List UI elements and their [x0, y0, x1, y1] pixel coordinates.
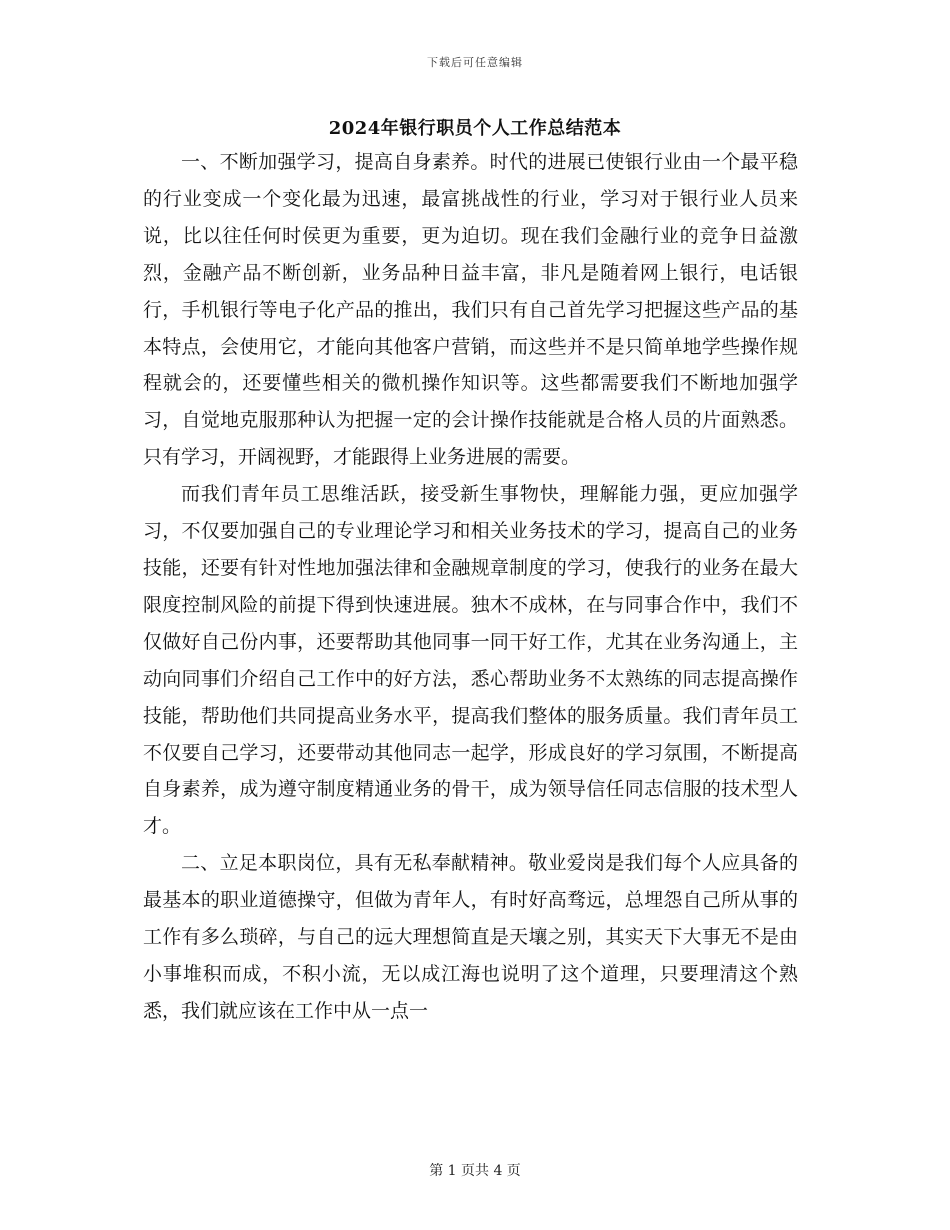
paragraph: 一、不断加强学习，提高自身素养。时代的进展已使银行业由一个最平稳的行业变成一个变化最为迅速，最富挑战性的行业，学习对于银行业人员来说，比以往任何时侯更为重要，更为迫切。现在我们金融行业的竞争日益激烈，金融产品不断创新，业务品种日益丰富，非凡是随着网上银行，电话银行，手机银行等电子化产品的推出，我们只有自己首先学习把握这些产品的基本特点，会使用它，才能向其他客户营销，而这些并不是只简单地学些操作规程就会的，还要懂些相关的微机操作知识等。这些都需要我们不断地加强学习，自觉地克服那种认为把握一定的会计操作技能就是合格人员的片面熟悉。只有学习，开阔视野，才能跟得上业务进展的需要。: [143, 151, 798, 469]
paragraph: 二、立足本职岗位，具有无私奉献精神。敬业爱岗是我们每个人应具备的最基本的职业道德操守，但做为青年人，有时好高骛远，总埋怨自己所从事的工作有多么琐碎，与自己的远大理想简直是天壤之别，其实天下大事无不是由小事堆积而成，不积小流，无以成江海也说明了这个道理，只要理清这个熟悉，我们就应该在工作中从一点一: [143, 852, 798, 1022]
paragraph: 而我们青年员工思维活跃，接受新生事物快，理解能力强，更应加强学习，不仅要加强自己的专业理论学习和相关业务技术的学习，提高自己的业务技能，还要有针对性地加强法律和金融规章制度的学习，使我行的业务在最大限度控制风险的前提下得到快速进展。独木不成林，在与同事合作中，我们不仅做好自己份内事，还要帮助其他同事一同干好工作，尤其在业务沟通上，主动向同事们介绍自己工作中的好方法，悉心帮助业务不太熟练的同志提高操作技能，帮助他们共同提高业务水平，提高我们整体的服务质量。我们青年员工不仅要自己学习，还要带动其他同志一起学，形成良好的学习氛围，不断提高自身素养，成为遵守制度精通业务的骨干，成为领导信任同志信服的技术型人才。: [143, 483, 798, 838]
document-title: 2024年银行职员个人工作总结范本: [328, 118, 622, 139]
page-footer: 第 1 页共 4 页: [429, 1163, 521, 1179]
header-note: 下载后可任意编辑: [427, 56, 523, 69]
document-body: [143, 144, 798, 1030]
